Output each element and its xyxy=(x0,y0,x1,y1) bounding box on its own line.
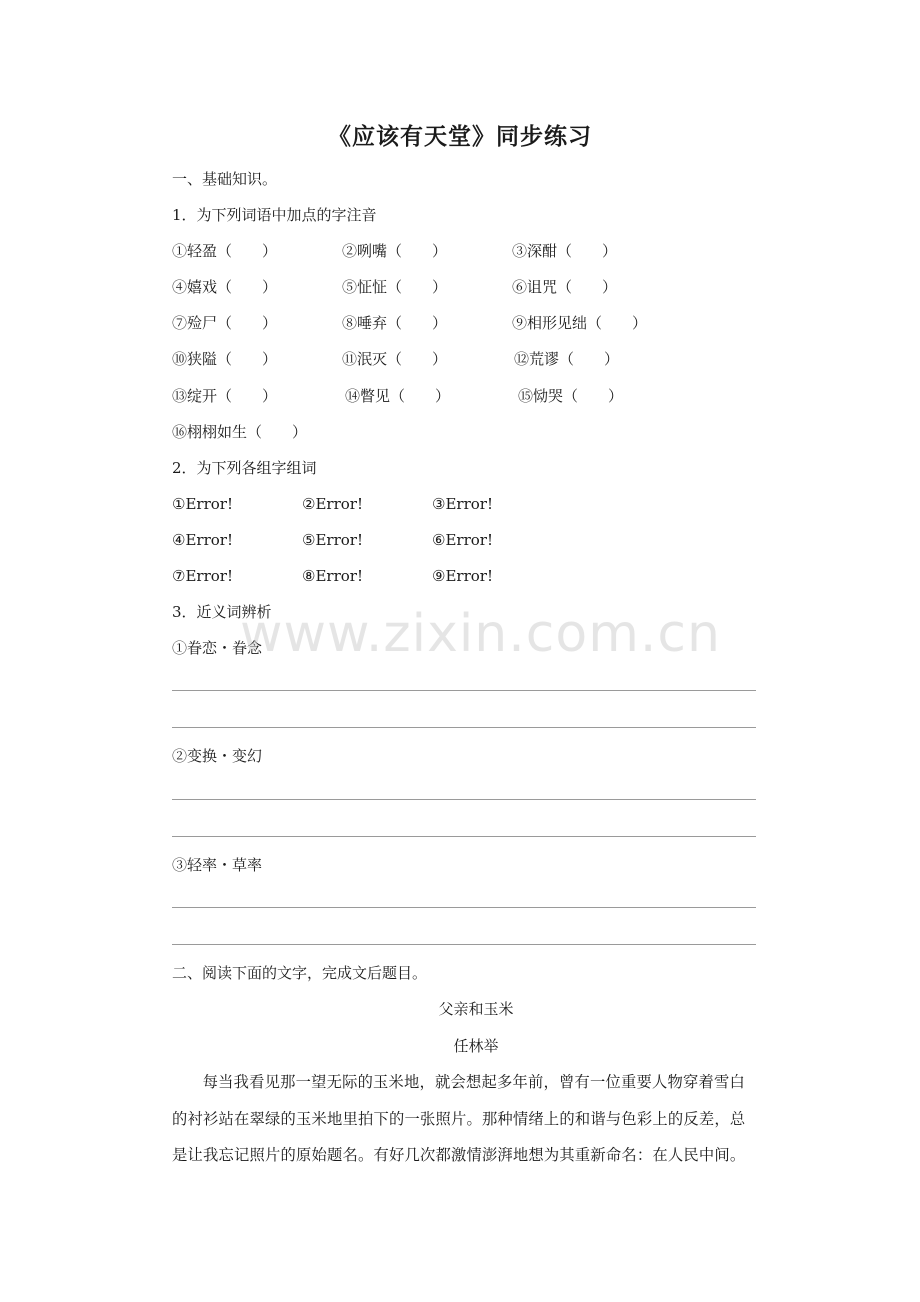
pinyin-item: ⑭瞥见（ ） xyxy=(345,387,451,405)
article-author: 任林举 xyxy=(453,1037,499,1055)
synonym-pair: ①眷恋・眷念 xyxy=(172,639,263,657)
pinyin-item: ⑬绽开（ ） xyxy=(172,387,278,405)
pinyin-item: ⑯栩栩如生（ ） xyxy=(172,423,308,441)
word-group-item: ⑧Error! xyxy=(302,567,363,585)
answer-line[interactable] xyxy=(172,799,756,800)
pinyin-item: ⑥诅咒（ ） xyxy=(512,278,618,296)
answer-line[interactable] xyxy=(172,690,756,691)
pinyin-item: ①轻盈（ ） xyxy=(172,242,278,260)
pinyin-item: ⑧唾弃（ ） xyxy=(342,314,448,332)
section-2-heading: 二、阅读下面的文字，完成文后题目。 xyxy=(172,964,428,982)
word-group-item: ①Error! xyxy=(172,495,233,513)
word-group-item: ⑦Error! xyxy=(172,567,233,585)
answer-line[interactable] xyxy=(172,836,756,837)
pinyin-item: ⑩狭隘（ ） xyxy=(172,350,278,368)
pinyin-item: ⑤怔怔（ ） xyxy=(342,278,448,296)
article-paragraph: 每当我看见那一望无际的玉米地，就会想起多年前，曾有一位重要人物穿着雪白的衬衫站在翠绿的玉米地里拍下的一张照片。那种情绪上的和谐与色彩上的反差，总是让我忘记照片的原始题名。有好几次都激情澎湃地想为其重新命名：在人民中间。 xyxy=(172,1073,746,1164)
section-1-heading: 一、基础知识。 xyxy=(172,170,278,188)
article-title: 父亲和玉米 xyxy=(438,1000,514,1018)
word-group-item: ④Error! xyxy=(172,531,233,549)
page-title: 《应该有天堂》同步练习 xyxy=(328,123,592,150)
question-3-prompt: 3．近义词辨析 xyxy=(172,603,272,621)
pinyin-item: ③深酣（ ） xyxy=(512,242,618,260)
answer-line[interactable] xyxy=(172,907,756,908)
question-1-prompt: 1．为下列词语中加点的字注音 xyxy=(172,206,377,224)
synonym-pair: ③轻率・草率 xyxy=(172,856,263,874)
answer-line[interactable] xyxy=(172,727,756,728)
word-group-item: ③Error! xyxy=(432,495,493,513)
pinyin-item: ⑪泯灭（ ） xyxy=(342,350,448,368)
pinyin-item: ②咧嘴（ ） xyxy=(342,242,448,260)
watermark: www.zixin.com.cn xyxy=(240,604,721,664)
word-group-item: ⑥Error! xyxy=(432,531,493,549)
question-2-prompt: 2．为下列各组字组词 xyxy=(172,459,317,477)
answer-line[interactable] xyxy=(172,944,756,945)
pinyin-item: ⑮恸哭（ ） xyxy=(518,387,624,405)
pinyin-item: ⑨相形见绌（ ） xyxy=(512,314,648,332)
word-group-item: ⑤Error! xyxy=(302,531,363,549)
pinyin-item: ⑫荒谬（ ） xyxy=(514,350,620,368)
word-group-item: ②Error! xyxy=(302,495,363,513)
word-group-item: ⑨Error! xyxy=(432,567,493,585)
pinyin-item: ④嬉戏（ ） xyxy=(172,278,278,296)
pinyin-item: ⑦殓尸（ ） xyxy=(172,314,278,332)
synonym-pair: ②变换・变幻 xyxy=(172,747,263,765)
